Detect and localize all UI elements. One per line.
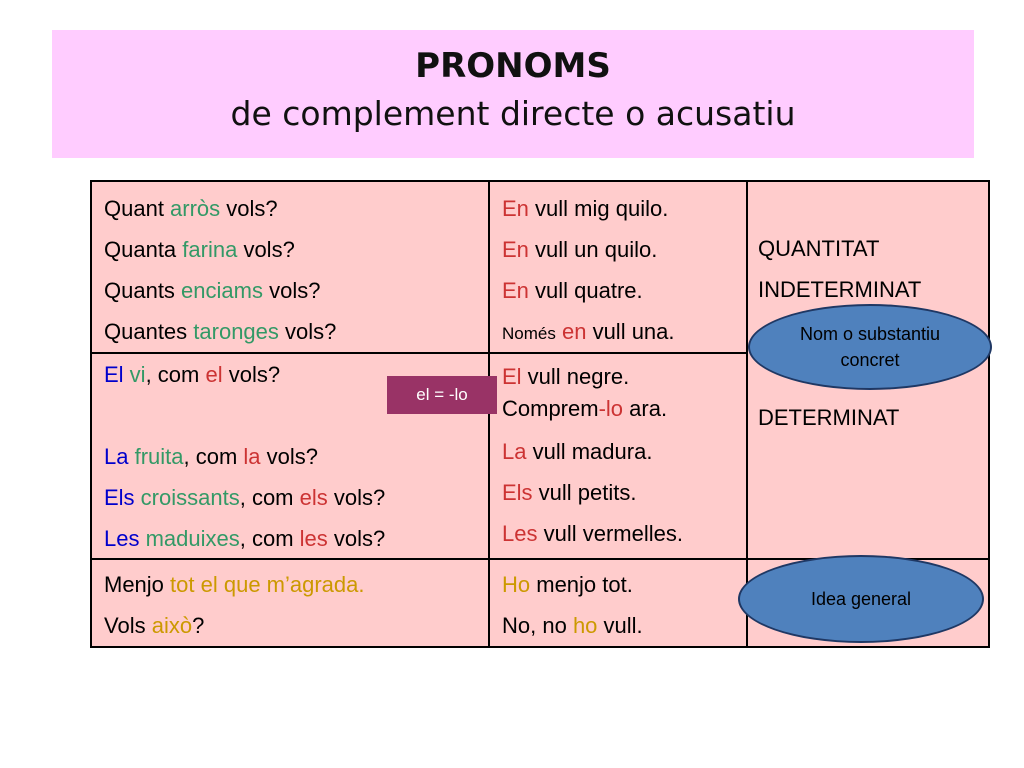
text: vull petits.: [532, 480, 637, 505]
title-banner: [52, 30, 974, 158]
text: , com: [239, 526, 300, 551]
text: Comprem: [502, 396, 599, 421]
noun: enciams: [181, 278, 263, 303]
cell-determined-label: [758, 397, 899, 438]
cell-quantity-questions: [104, 188, 336, 352]
general-idea: tot el que m’agrada: [170, 572, 359, 597]
slide-subtitle: de complement directe o acusatiu: [230, 94, 796, 133]
pronoun: En: [502, 237, 529, 262]
answer-line: [502, 270, 675, 311]
question-line: [104, 436, 385, 477]
article: Els: [104, 485, 135, 510]
article: El: [104, 362, 124, 387]
text: vull negre.: [521, 364, 630, 389]
cell-general-questions: [104, 564, 365, 646]
column-divider-2: [746, 182, 748, 646]
text: , com: [145, 362, 206, 387]
answer-line: [502, 229, 675, 270]
text: ?: [192, 613, 205, 638]
answer-line: [502, 311, 675, 352]
text: vull quatre.: [528, 278, 643, 303]
pronoun: ho: [572, 613, 598, 638]
question-line: [104, 229, 336, 270]
pronoun: -lo: [598, 396, 624, 421]
text: vull.: [597, 613, 643, 638]
noun: vi: [123, 362, 146, 387]
text: vull un quilo.: [528, 237, 658, 262]
text: vols?: [237, 237, 295, 262]
question-line: [104, 270, 336, 311]
question-line: [104, 188, 336, 229]
text: vull mig quilo.: [528, 196, 669, 221]
ellipse-text: concret: [840, 350, 900, 370]
pronoun: Ho: [502, 572, 531, 597]
category-label: DETERMINAT: [758, 405, 900, 430]
pronoun: el: [205, 362, 223, 387]
text: Quantes: [104, 319, 194, 344]
answer-line: [502, 605, 643, 646]
text: vols?: [260, 444, 319, 469]
text: vols?: [327, 485, 386, 510]
question-line: [104, 354, 385, 395]
text: Quanta: [104, 237, 183, 262]
answer-line: [502, 564, 643, 605]
question-line: [104, 605, 365, 646]
pronoun: els: [299, 485, 328, 510]
text: vull madura.: [526, 439, 653, 464]
noun: taronges: [193, 319, 279, 344]
pronoun: La: [502, 439, 527, 464]
article: La: [104, 444, 129, 469]
ellipse-text: Idea general: [810, 588, 912, 609]
noun: maduixes: [139, 526, 240, 551]
general-idea: això: [151, 613, 193, 638]
answer-line: [502, 188, 675, 229]
concrete-noun-ellipse: [748, 304, 992, 390]
text: Quant: [104, 196, 171, 221]
question-line: [104, 477, 385, 518]
text: vols?: [327, 526, 386, 551]
cell-determined-questions: [104, 354, 385, 559]
pronoun: En: [502, 278, 529, 303]
text: vull vermelles.: [537, 521, 683, 546]
text: , com: [239, 485, 300, 510]
text: , com: [183, 444, 244, 469]
column-divider-1: [488, 182, 490, 646]
cell-quantity-answers: [502, 188, 675, 352]
general-idea-ellipse: [738, 555, 984, 643]
text: ara.: [623, 396, 668, 421]
text: Quants: [104, 278, 182, 303]
ellipse-text: Nom o substantiu: [799, 324, 941, 344]
question-line: [104, 518, 385, 559]
answer-line: [502, 358, 683, 395]
pronoun: Els: [502, 480, 533, 505]
text: vull una.: [586, 319, 675, 344]
question-line: [104, 564, 365, 605]
answer-line: [502, 395, 683, 431]
el-lo-tag: el = -lo: [387, 376, 497, 414]
text: vols?: [220, 196, 278, 221]
text: vols?: [278, 319, 337, 344]
noun: croissants: [134, 485, 240, 510]
question-line: [104, 311, 336, 352]
pronoun: El: [502, 364, 522, 389]
slide-title: PRONOMS: [415, 46, 611, 86]
pronoun: en: [555, 319, 587, 344]
text: Només: [502, 324, 556, 343]
answer-line: [502, 513, 683, 554]
text: .: [358, 572, 365, 597]
text: Vols: [104, 613, 152, 638]
pronoun: Les: [502, 521, 538, 546]
answer-line: [502, 431, 683, 472]
pronoun: la: [243, 444, 261, 469]
category-label: QUANTITAT: [758, 236, 880, 261]
text: Menjo: [104, 572, 171, 597]
category-label: INDETERMINAT: [758, 277, 922, 302]
text: No, no: [502, 613, 573, 638]
text: menjo tot.: [530, 572, 633, 597]
text: vols?: [262, 278, 321, 303]
noun: farina: [182, 237, 238, 262]
cell-determined-answers: [502, 358, 683, 554]
text: vols?: [222, 362, 281, 387]
cell-general-answers: [502, 564, 643, 646]
noun: fruita: [128, 444, 184, 469]
answer-line: [502, 472, 683, 513]
article: Les: [104, 526, 140, 551]
noun: arròs: [170, 196, 221, 221]
pronoun: En: [502, 196, 529, 221]
pronoun: les: [299, 526, 328, 551]
cell-quantity-label: [758, 228, 921, 310]
spacer: [104, 395, 385, 436]
